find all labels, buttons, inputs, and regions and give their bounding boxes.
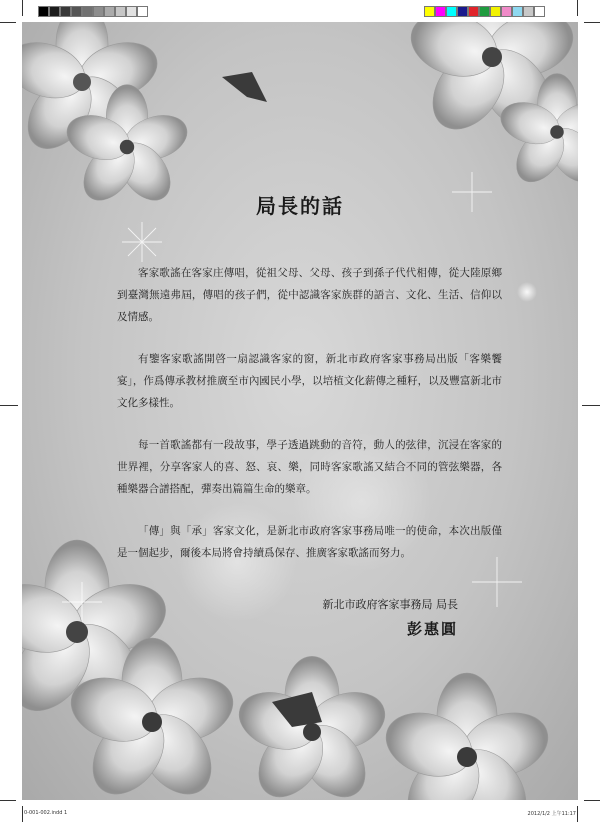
- gray-swatch-0: [38, 6, 49, 17]
- gray-swatch-6: [104, 6, 115, 17]
- paragraph-1: 客家歌謠在客家庄傳唱，從祖父母、父母、孩子到孫子代代相傳，從大陸原鄉到臺灣無遠弗屆，傳唱的孩子們，從中認識客家族群的語言、文化、生活、信仰以及情感。: [117, 267, 502, 323]
- gray-swatch-1: [49, 6, 60, 17]
- color-swatch-5: [479, 6, 490, 17]
- gray-calibration-bar: [38, 6, 148, 17]
- color-swatch-8: [512, 6, 523, 17]
- gray-swatch-5: [93, 6, 104, 17]
- gray-swatch-3: [71, 6, 82, 17]
- color-swatch-6: [490, 6, 501, 17]
- color-swatch-7: [501, 6, 512, 17]
- paragraph-3: 每一首歌謠都有一段故事，學子透過跳動的音符，動人的弦律，沉浸在客家的世界裡，分享客家人的喜、怒、哀、樂，同時客家歌謠又結合不同的管弦樂器，各種樂器合譜搭配，彈奏出篇篇生命的樂章。: [117, 439, 502, 495]
- gray-swatch-8: [126, 6, 137, 17]
- print-file-label: 0-001-002.indd 1: [24, 810, 68, 816]
- color-swatch-1: [435, 6, 446, 17]
- signature-name: 彭惠圓: [406, 620, 458, 638]
- color-calibration-bar: [424, 6, 545, 17]
- paragraph-4: 「傳」與「承」客家文化，是新北市政府客家事務局唯一的使命，本次出版僅是一個起步，爾後本局將會持續爲保存、推廣客家歌謠而努力。: [117, 525, 502, 559]
- paragraph-2: 有鑒客家歌謠開啓一扇認識客家的窗，新北市政府客家事務局出版「客樂饗宴」，作爲傳承教材推廣至市內國民小學，以培植文化薪傳之種籽，以及豐富新北市文化多樣性。: [117, 353, 502, 409]
- gray-swatch-4: [82, 6, 93, 17]
- gray-swatch-7: [115, 6, 126, 17]
- color-swatch-0: [424, 6, 435, 17]
- page-title: 局長的話: [256, 194, 344, 218]
- signature-organization: 新北市政府客家事務局 局長: [322, 598, 458, 611]
- color-swatch-9: [523, 6, 534, 17]
- document-page: [22, 22, 578, 800]
- color-swatch-4: [468, 6, 479, 17]
- color-swatch-2: [446, 6, 457, 17]
- message-body: [117, 262, 502, 584]
- gray-swatch-9: [137, 6, 148, 17]
- print-timestamp: 2012/1/2 上午11:17: [527, 811, 576, 817]
- gray-swatch-2: [60, 6, 71, 17]
- color-swatch-10: [534, 6, 545, 17]
- color-swatch-3: [457, 6, 468, 17]
